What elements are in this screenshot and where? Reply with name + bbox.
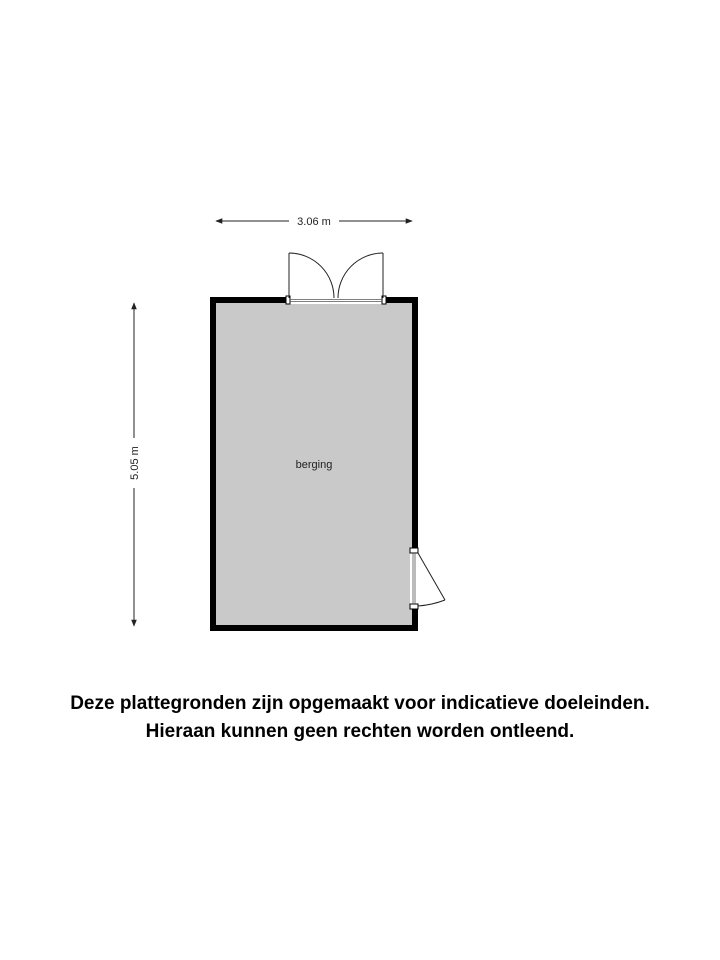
height-dimension [126, 303, 142, 626]
double-door-opening [286, 296, 386, 304]
double-door [286, 253, 386, 304]
right-door-swing-arc [338, 253, 383, 298]
width-dimension [216, 213, 412, 229]
height-dimension-label: 5.05 m [129, 446, 141, 480]
room-label: berging [295, 459, 333, 471]
disclaimer-line-1: Deze plattegronden zijn opgemaakt voor indicatieve doeleinden. [70, 693, 650, 714]
side-door [410, 548, 445, 609]
side-door-opening [410, 550, 419, 608]
disclaimer [0, 690, 720, 746]
disclaimer-line-2: Hieraan kunnen geen rechten worden ontleend. [145, 721, 575, 742]
left-door-swing-arc [289, 253, 334, 298]
room-berging [210, 297, 418, 631]
width-dimension-label: 3.06 m [297, 216, 331, 228]
side-door-swing-arc [418, 600, 445, 606]
side-door-leaf [418, 553, 445, 600]
